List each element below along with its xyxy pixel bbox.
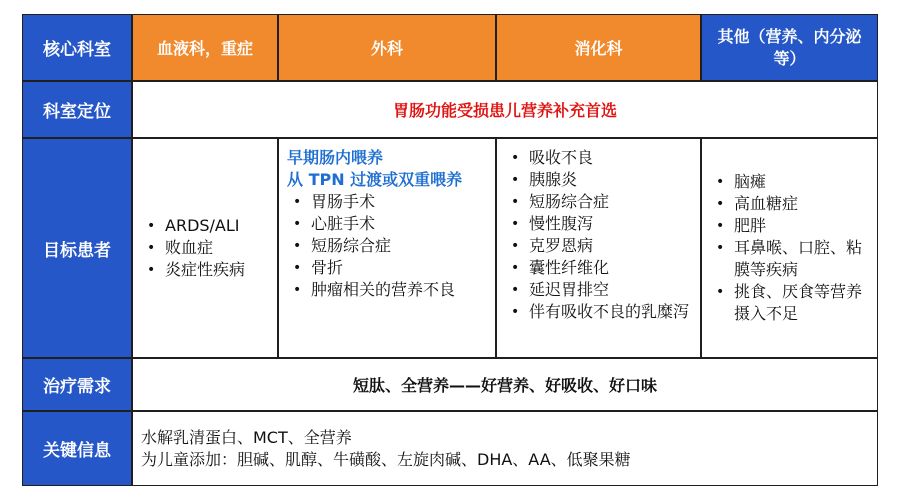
list-item: • 败血症 bbox=[141, 237, 269, 259]
row-label-target: 目标患者 bbox=[22, 138, 132, 358]
list-item: • 肿瘤相关的营养不良 bbox=[287, 279, 487, 301]
list-item: • 慢性腹泻 bbox=[505, 213, 692, 235]
list-item: • 胰腺炎 bbox=[505, 169, 692, 191]
target-blood bbox=[132, 138, 278, 358]
list-item: • ARDS/ALI bbox=[141, 215, 269, 237]
list-item: • 短肠综合症 bbox=[505, 191, 692, 213]
list-item: • 肥胖 bbox=[710, 215, 869, 237]
target-other-list bbox=[710, 171, 869, 325]
surgery-subtitle-1: 早期肠内喂养 bbox=[287, 148, 384, 167]
list-item: • 胃肠手术 bbox=[287, 191, 487, 213]
comparison-table bbox=[22, 14, 878, 486]
list-item: • 吸收不良 bbox=[505, 147, 692, 169]
list-item: • 脑瘫 bbox=[710, 171, 869, 193]
target-gastro-list bbox=[505, 147, 692, 323]
list-item: • 炎症性疾病 bbox=[141, 259, 269, 281]
list-item: • 骨折 bbox=[287, 257, 487, 279]
header-gastro: 消化科 bbox=[496, 14, 701, 81]
header-other: 其他（营养、内分泌等） bbox=[701, 14, 878, 81]
row-label-treatment: 治疗需求 bbox=[22, 358, 132, 411]
list-item: • 囊性纤维化 bbox=[505, 257, 692, 279]
key-info bbox=[132, 411, 878, 486]
target-blood-list bbox=[141, 215, 269, 281]
surgery-subtitle-2: 从 TPN 过渡或双重喂养 bbox=[287, 170, 463, 189]
key-info-line-2: 为儿童添加：胆碱、肌醇、牛磺酸、左旋肉碱、DHA、AA、低聚果糖 bbox=[141, 449, 631, 469]
list-item: • 伴有吸收不良的乳糜泻 bbox=[505, 301, 692, 323]
list-item: • 耳鼻喉、口腔、粘膜等疾病 bbox=[710, 237, 869, 281]
target-other bbox=[701, 138, 878, 358]
positioning-text: 胃肠功能受损患儿营养补充首选 bbox=[132, 81, 878, 138]
key-info-line-1: 水解乳清蛋白、MCT、全营养 bbox=[141, 427, 352, 447]
list-item: • 克罗恩病 bbox=[505, 235, 692, 257]
row-label-positioning: 科室定位 bbox=[22, 81, 132, 138]
header-surgery: 外科 bbox=[278, 14, 496, 81]
header-blood: 血液科，重症 bbox=[132, 14, 278, 81]
list-item: • 心脏手术 bbox=[287, 213, 487, 235]
row-label-key-info: 关键信息 bbox=[22, 411, 132, 486]
treatment-text: 短肽、全营养——好营养、好吸收、好口味 bbox=[132, 358, 878, 411]
target-surgery-list bbox=[287, 191, 487, 301]
list-item: • 挑食、厌食等营养摄入不足 bbox=[710, 281, 869, 325]
target-gastro bbox=[496, 138, 701, 358]
target-surgery bbox=[278, 138, 496, 358]
row-label-department: 核心科室 bbox=[22, 14, 132, 81]
list-item: • 延迟胃排空 bbox=[505, 279, 692, 301]
list-item: • 高血糖症 bbox=[710, 193, 869, 215]
list-item: • 短肠综合症 bbox=[287, 235, 487, 257]
